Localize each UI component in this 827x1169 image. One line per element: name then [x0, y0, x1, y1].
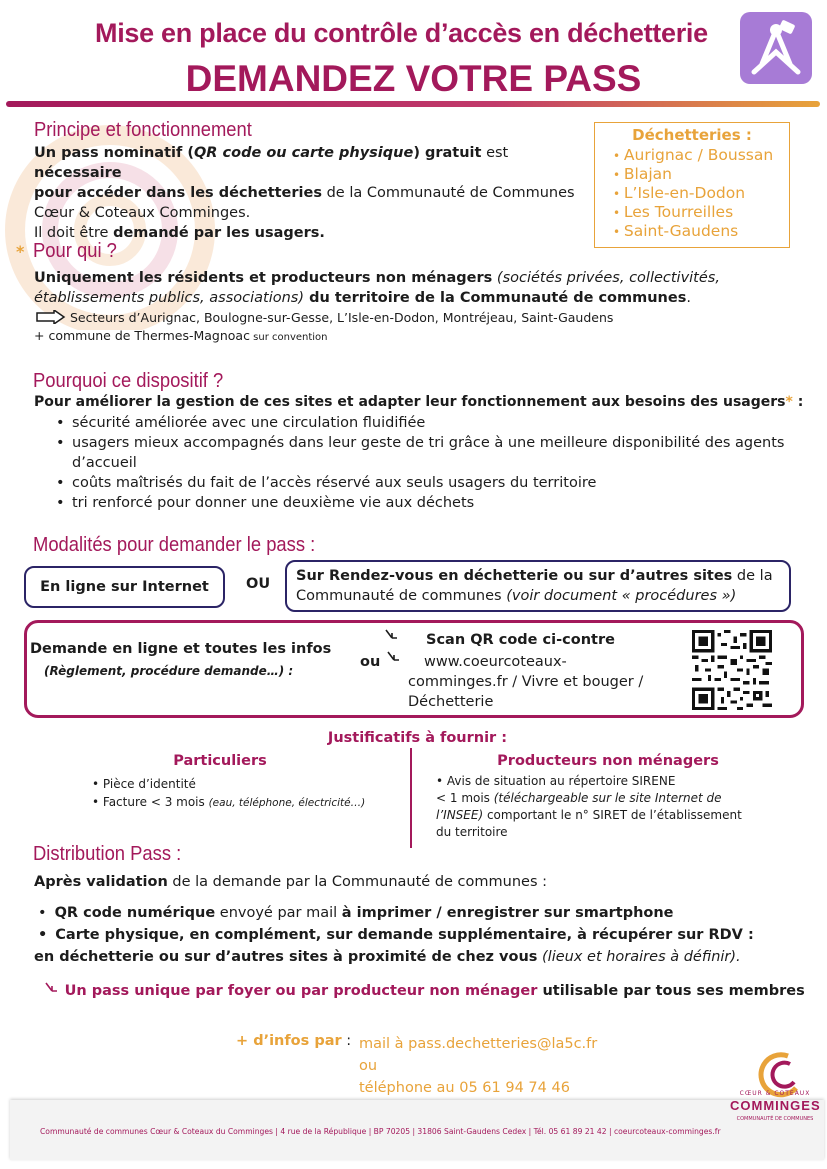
list-item: • Aurignac / Boussan: [613, 146, 773, 165]
list-item: • Carte physique, en complément, sur demande supplémentaire, à récupérer sur RDV :: [38, 927, 754, 943]
producteurs-list: • Avis de situation au répertoire SIRENE < 1 mois (téléchargeable sur le site Internet de l’INSEE) comportant le n° SIRET de l’établissement du territoire: [436, 774, 742, 839]
phone-link[interactable]: téléphone au 05 61 94 74 46: [359, 1080, 570, 1096]
pass-unique-note: Un pass unique par foyer ou par producteur non ménager utilisable par tous ses membres: [44, 981, 824, 1001]
particuliers-title: Particuliers: [173, 753, 267, 769]
waste-sorting-icon: [740, 12, 812, 84]
section-title-distribution: Distribution Pass :: [33, 843, 182, 865]
particuliers-list: [92, 775, 365, 812]
infos-ou: ou: [359, 1058, 378, 1074]
infos-contacts: [359, 1033, 597, 1099]
qr-code[interactable]: [692, 630, 772, 710]
list-item: • tri renforcé pour donner une deuxième vie aux déchets: [56, 493, 786, 513]
hand-pointer-icon: [386, 650, 402, 670]
section-title-pour-qui: Pour qui ?: [33, 240, 117, 262]
rdv-option-text: Sur Rendez-vous en déchetterie ou sur d’autres sites de la Communauté de communes (voir document « procédures »): [296, 568, 773, 604]
ou-separator: OU: [246, 576, 271, 592]
list-item: • Facture < 3 mois (eau, téléphone, électricité…): [92, 795, 366, 809]
list-item: • Saint-Gaudens: [613, 222, 773, 241]
scan-qr-label: Scan QR code ci-contre: [426, 632, 615, 648]
list-item: • Pièce d’identité: [92, 777, 196, 791]
website-link[interactable]: www.coeurcoteaux- comminges.fr / Vivre et bouger / Déchetterie: [408, 654, 644, 710]
infos-label: + d’infos par :: [236, 1033, 352, 1049]
thermes-line: + commune de Thermes-Magnoac sur convention: [34, 328, 328, 343]
pourquoi-bullets: [56, 413, 786, 513]
list-item: • usagers mieux accompagnés dans leur geste de tri grâce à une meilleure disponibilité des agents d’accueil: [56, 433, 786, 473]
demande-title: Demande en ligne et toutes les infos: [30, 641, 332, 657]
principe-paragraph: Un pass nominatif (QR code ou carte physique) gratuit est nécessaire pour accéder dans les déchetteries de la Communauté de Communes Cœur & Coteaux Comminges. Il doit être demandé par les usagers.: [34, 145, 575, 241]
section-title-modalites: Modalités pour demander le pass :: [33, 534, 316, 556]
asterisk-marker: *: [16, 242, 25, 261]
pour-qui-paragraph: Uniquement les résidents et producteurs non ménagers (sociétés privées, collectivités, établissements publics, associations) du territoire de la Communauté de communes.: [34, 270, 720, 306]
email-link[interactable]: mail à pass.dechetteries@la5c.fr: [359, 1036, 598, 1052]
list-item: • Les Tourreilles: [613, 203, 773, 222]
distribution-list: [34, 902, 824, 968]
dechetteries-title: Déchetteries :: [632, 126, 752, 144]
header-divider: [6, 101, 820, 107]
hand-pointer-icon: [44, 981, 60, 997]
pourquoi-intro: Pour améliorer la gestion de ces sites et adapter leur fonctionnement aux besoins des usagers* :: [34, 394, 804, 410]
section-title-principe: Principe et fonctionnement: [34, 119, 252, 141]
section-title-pourquoi: Pourquoi ce dispositif ?: [33, 370, 224, 392]
distribution-intro: Après validation de la demande par la Communauté de communes :: [34, 874, 547, 890]
online-option-label: En ligne sur Internet: [40, 579, 209, 595]
header-title-line2: DEMANDEZ VOTRE PASS: [185, 58, 642, 99]
header-title-line1: Mise en place du contrôle d’accès en déchetterie: [95, 18, 708, 48]
secteurs-line: Secteurs d’Aurignac, Boulogne-sur-Gesse, L’Isle-en-Dodon, Montréjeau, Saint-Gaudens: [36, 310, 613, 325]
justificatifs-divider: [410, 748, 412, 848]
ou-label: ou: [360, 654, 381, 670]
justificatifs-title: Justificatifs à fournir :: [327, 730, 508, 746]
demande-subtitle: (Règlement, procédure demande…) :: [44, 664, 294, 678]
arrow-right-icon: [36, 310, 66, 324]
brand-subtitle: COMMUNAUTÉ DE COMMUNES: [736, 1116, 814, 1122]
list-item: • sécurité améliorée avec une circulation fluidifiée: [56, 413, 786, 433]
brand-top: CŒUR & COTEAUX: [739, 1090, 811, 1097]
list-item: en déchetterie ou sur d’autres sites à proximité de chez vous (lieux et horaires à définir).: [34, 949, 741, 965]
brand-name: COMMINGES: [730, 1098, 821, 1113]
list-item: • L’Isle-en-Dodon: [613, 184, 773, 203]
dechetteries-list: [613, 146, 773, 241]
footer-address: Communauté de communes Cœur & Coteaux du Comminges | 4 rue de la République | BP 70205 | 31806 Saint-Gaudens Cedex | Tél. 05 61 89 21 42 | coeurcoteaux-comminges.fr: [40, 1127, 721, 1136]
list-item: • coûts maîtrisés du fait de l’accès réservé aux seuls usagers du territoire: [56, 473, 786, 493]
list-item: • Blajan: [613, 165, 773, 184]
producteurs-title: Producteurs non ménagers: [497, 753, 719, 769]
list-item: • QR code numérique envoyé par mail à imprimer / enregistrer sur smartphone: [38, 905, 674, 921]
hand-pointer-icon: [384, 628, 400, 648]
